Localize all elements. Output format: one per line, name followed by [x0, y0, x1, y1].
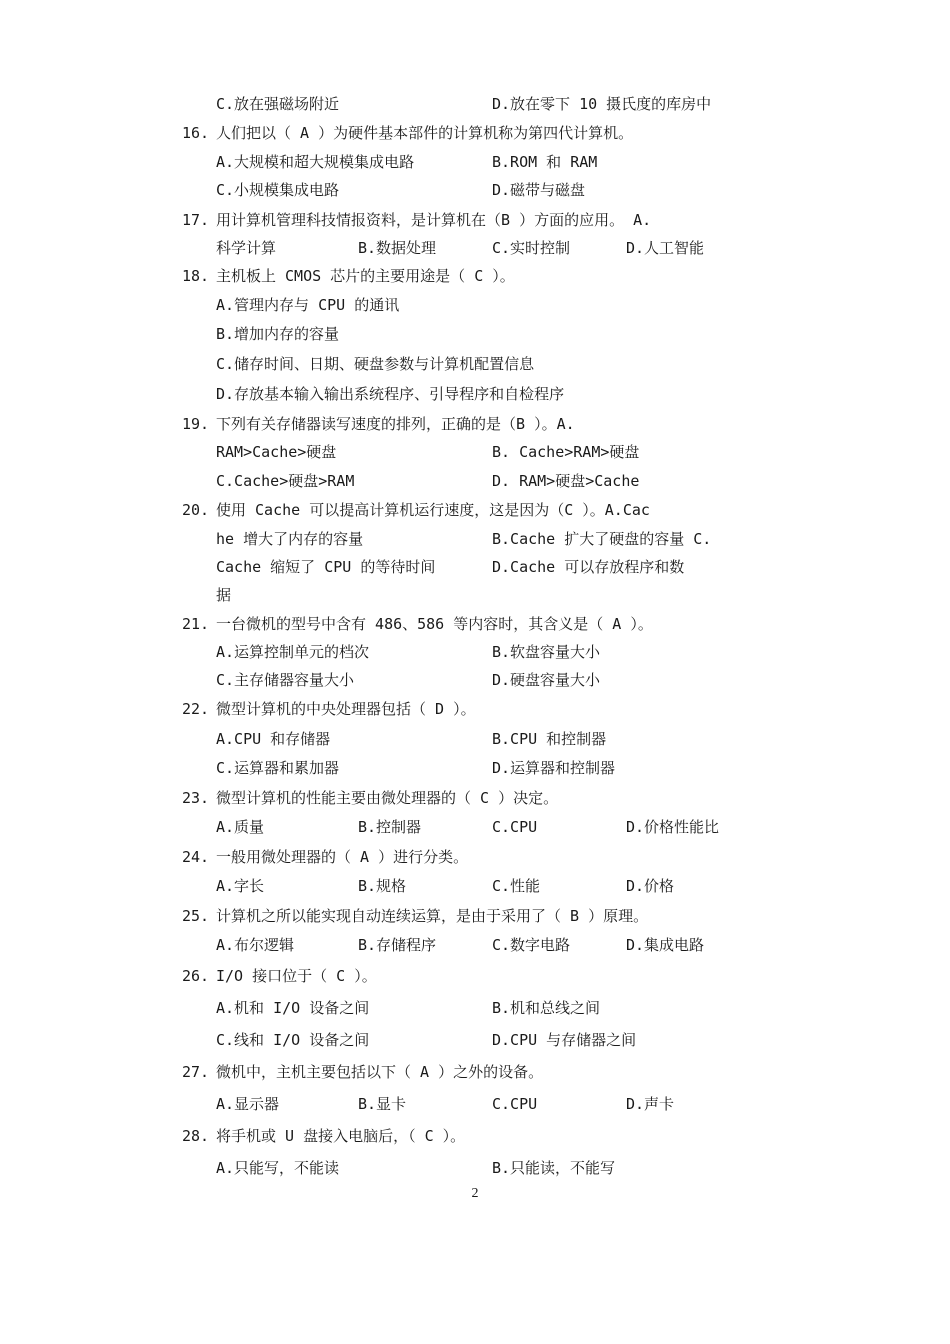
option-b: B.CPU 和控制器: [492, 730, 607, 748]
option-b: B.存储程序: [358, 936, 437, 954]
question-number: 24.: [182, 848, 210, 866]
option-c: C.小规模集成电路: [216, 181, 340, 199]
option-d: D.运算器和控制器: [492, 759, 616, 777]
question-number: 19.: [182, 415, 210, 433]
option-b: B.Cache 扩大了硬盘的容量 C.: [492, 530, 712, 548]
question-stem: 微机中，主机主要包括以下（ A ）之外的设备。: [216, 1063, 544, 1081]
option-c: C.CPU: [492, 818, 538, 836]
question-number: 28.: [182, 1127, 210, 1145]
option-b: B.数据处理: [358, 239, 437, 257]
option-c: C.运算器和累加器: [216, 759, 340, 777]
question-stem: 一般用微处理器的（ A ）进行分类。: [216, 848, 469, 866]
option-c: C.线和 I/O 设备之间: [216, 1031, 370, 1049]
option-b: B.增加内存的容量: [216, 325, 340, 343]
option-a: A.CPU 和存储器: [216, 730, 331, 748]
option-c: C.Cache>硬盘>RAM: [216, 472, 355, 490]
option-b: B.ROM 和 RAM: [492, 153, 598, 171]
option-a: RAM>Cache>硬盘: [216, 443, 337, 461]
option-a: he 增大了内存的容量: [216, 530, 364, 548]
question-stem: 微型计算机的中央处理器包括（ D ）。: [216, 700, 476, 718]
question-number: 22.: [182, 700, 210, 718]
option-d: D.价格: [626, 877, 675, 895]
question-number: 21.: [182, 615, 210, 633]
option-d: D.价格性能比: [626, 818, 720, 836]
option-b: B.规格: [358, 877, 407, 895]
option-b: B. Cache>RAM>硬盘: [492, 443, 640, 461]
option-a: 科学计算: [216, 239, 277, 257]
option-a: A.显示器: [216, 1095, 280, 1113]
option-c: C.储存时间、日期、硬盘参数与计算机配置信息: [216, 355, 535, 373]
option-d: D.CPU 与存储器之间: [492, 1031, 637, 1049]
question-stem: I/O 接口位于（ C ）。: [216, 967, 377, 985]
option-d: D.人工智能: [626, 239, 705, 257]
option-c: C.放在强磁场附近: [216, 95, 340, 113]
option-d: D. RAM>硬盘>Cache: [492, 472, 640, 490]
question-stem: 使用 Cache 可以提高计算机运行速度，这是因为（C ）。A.Cac: [216, 501, 650, 519]
question-number: 17.: [182, 211, 210, 229]
option-a: A.布尔逻辑: [216, 936, 295, 954]
option-a: A.管理内存与 CPU 的通讯: [216, 296, 400, 314]
option-d: D.放在零下 10 摄氏度的库房中: [492, 95, 712, 113]
question-number: 26.: [182, 967, 210, 985]
question-stem: 下列有关存储器读写速度的排列，正确的是（B ）。A.: [216, 415, 575, 433]
option-d: D.存放基本输入输出系统程序、引导程序和自检程序: [216, 385, 565, 403]
option-d-continued: 据: [216, 586, 232, 604]
question-number: 23.: [182, 789, 210, 807]
question-number: 27.: [182, 1063, 210, 1081]
question-number: 20.: [182, 501, 210, 519]
option-d: D.Cache 可以存放程序和数: [492, 558, 685, 576]
option-a: A.大规模和超大规模集成电路: [216, 153, 415, 171]
option-a: A.机和 I/O 设备之间: [216, 999, 370, 1017]
option-c: C.性能: [492, 877, 541, 895]
option-c: Cache 缩短了 CPU 的等待时间: [216, 558, 436, 576]
option-d: D.硬盘容量大小: [492, 671, 601, 689]
option-a: A.只能写，不能读: [216, 1159, 340, 1177]
option-c: C.CPU: [492, 1095, 538, 1113]
option-b: B.机和总线之间: [492, 999, 601, 1017]
question-number: 25.: [182, 907, 210, 925]
option-c: C.主存储器容量大小: [216, 671, 355, 689]
option-a: A.字长: [216, 877, 265, 895]
option-a: A.运算控制单元的档次: [216, 643, 370, 661]
option-d: D.磁带与磁盘: [492, 181, 586, 199]
question-stem: 主机板上 CMOS 芯片的主要用途是（ C ）。: [216, 267, 515, 285]
option-b: B.只能读，不能写: [492, 1159, 616, 1177]
question-stem: 用计算机管理科技情报资料，是计算机在（B ）方面的应用。 A.: [216, 211, 652, 229]
question-number: 16.: [182, 124, 210, 142]
option-c: C.数字电路: [492, 936, 571, 954]
option-b: B.控制器: [358, 818, 422, 836]
question-stem: 人们把以（ A ）为硬件基本部件的计算机称为第四代计算机。: [216, 124, 634, 142]
question-stem: 将手机或 U 盘接入电脑后，（ C ）。: [216, 1127, 466, 1145]
question-stem: 一台微机的型号中含有 486、586 等内容时，其含义是（ A ）。: [216, 615, 653, 633]
option-a: A.质量: [216, 818, 265, 836]
question-stem: 微型计算机的性能主要由微处理器的（ C ）决定。: [216, 789, 559, 807]
option-b: B.显卡: [358, 1095, 407, 1113]
option-d: D.集成电路: [626, 936, 705, 954]
question-stem: 计算机之所以能实现自动连续运算，是由于采用了（ B ）原理。: [216, 907, 649, 925]
option-b: B.软盘容量大小: [492, 643, 601, 661]
question-number: 18.: [182, 267, 210, 285]
page-number: 2: [471, 1186, 479, 1201]
option-d: D.声卡: [626, 1095, 675, 1113]
option-c: C.实时控制: [492, 239, 571, 257]
